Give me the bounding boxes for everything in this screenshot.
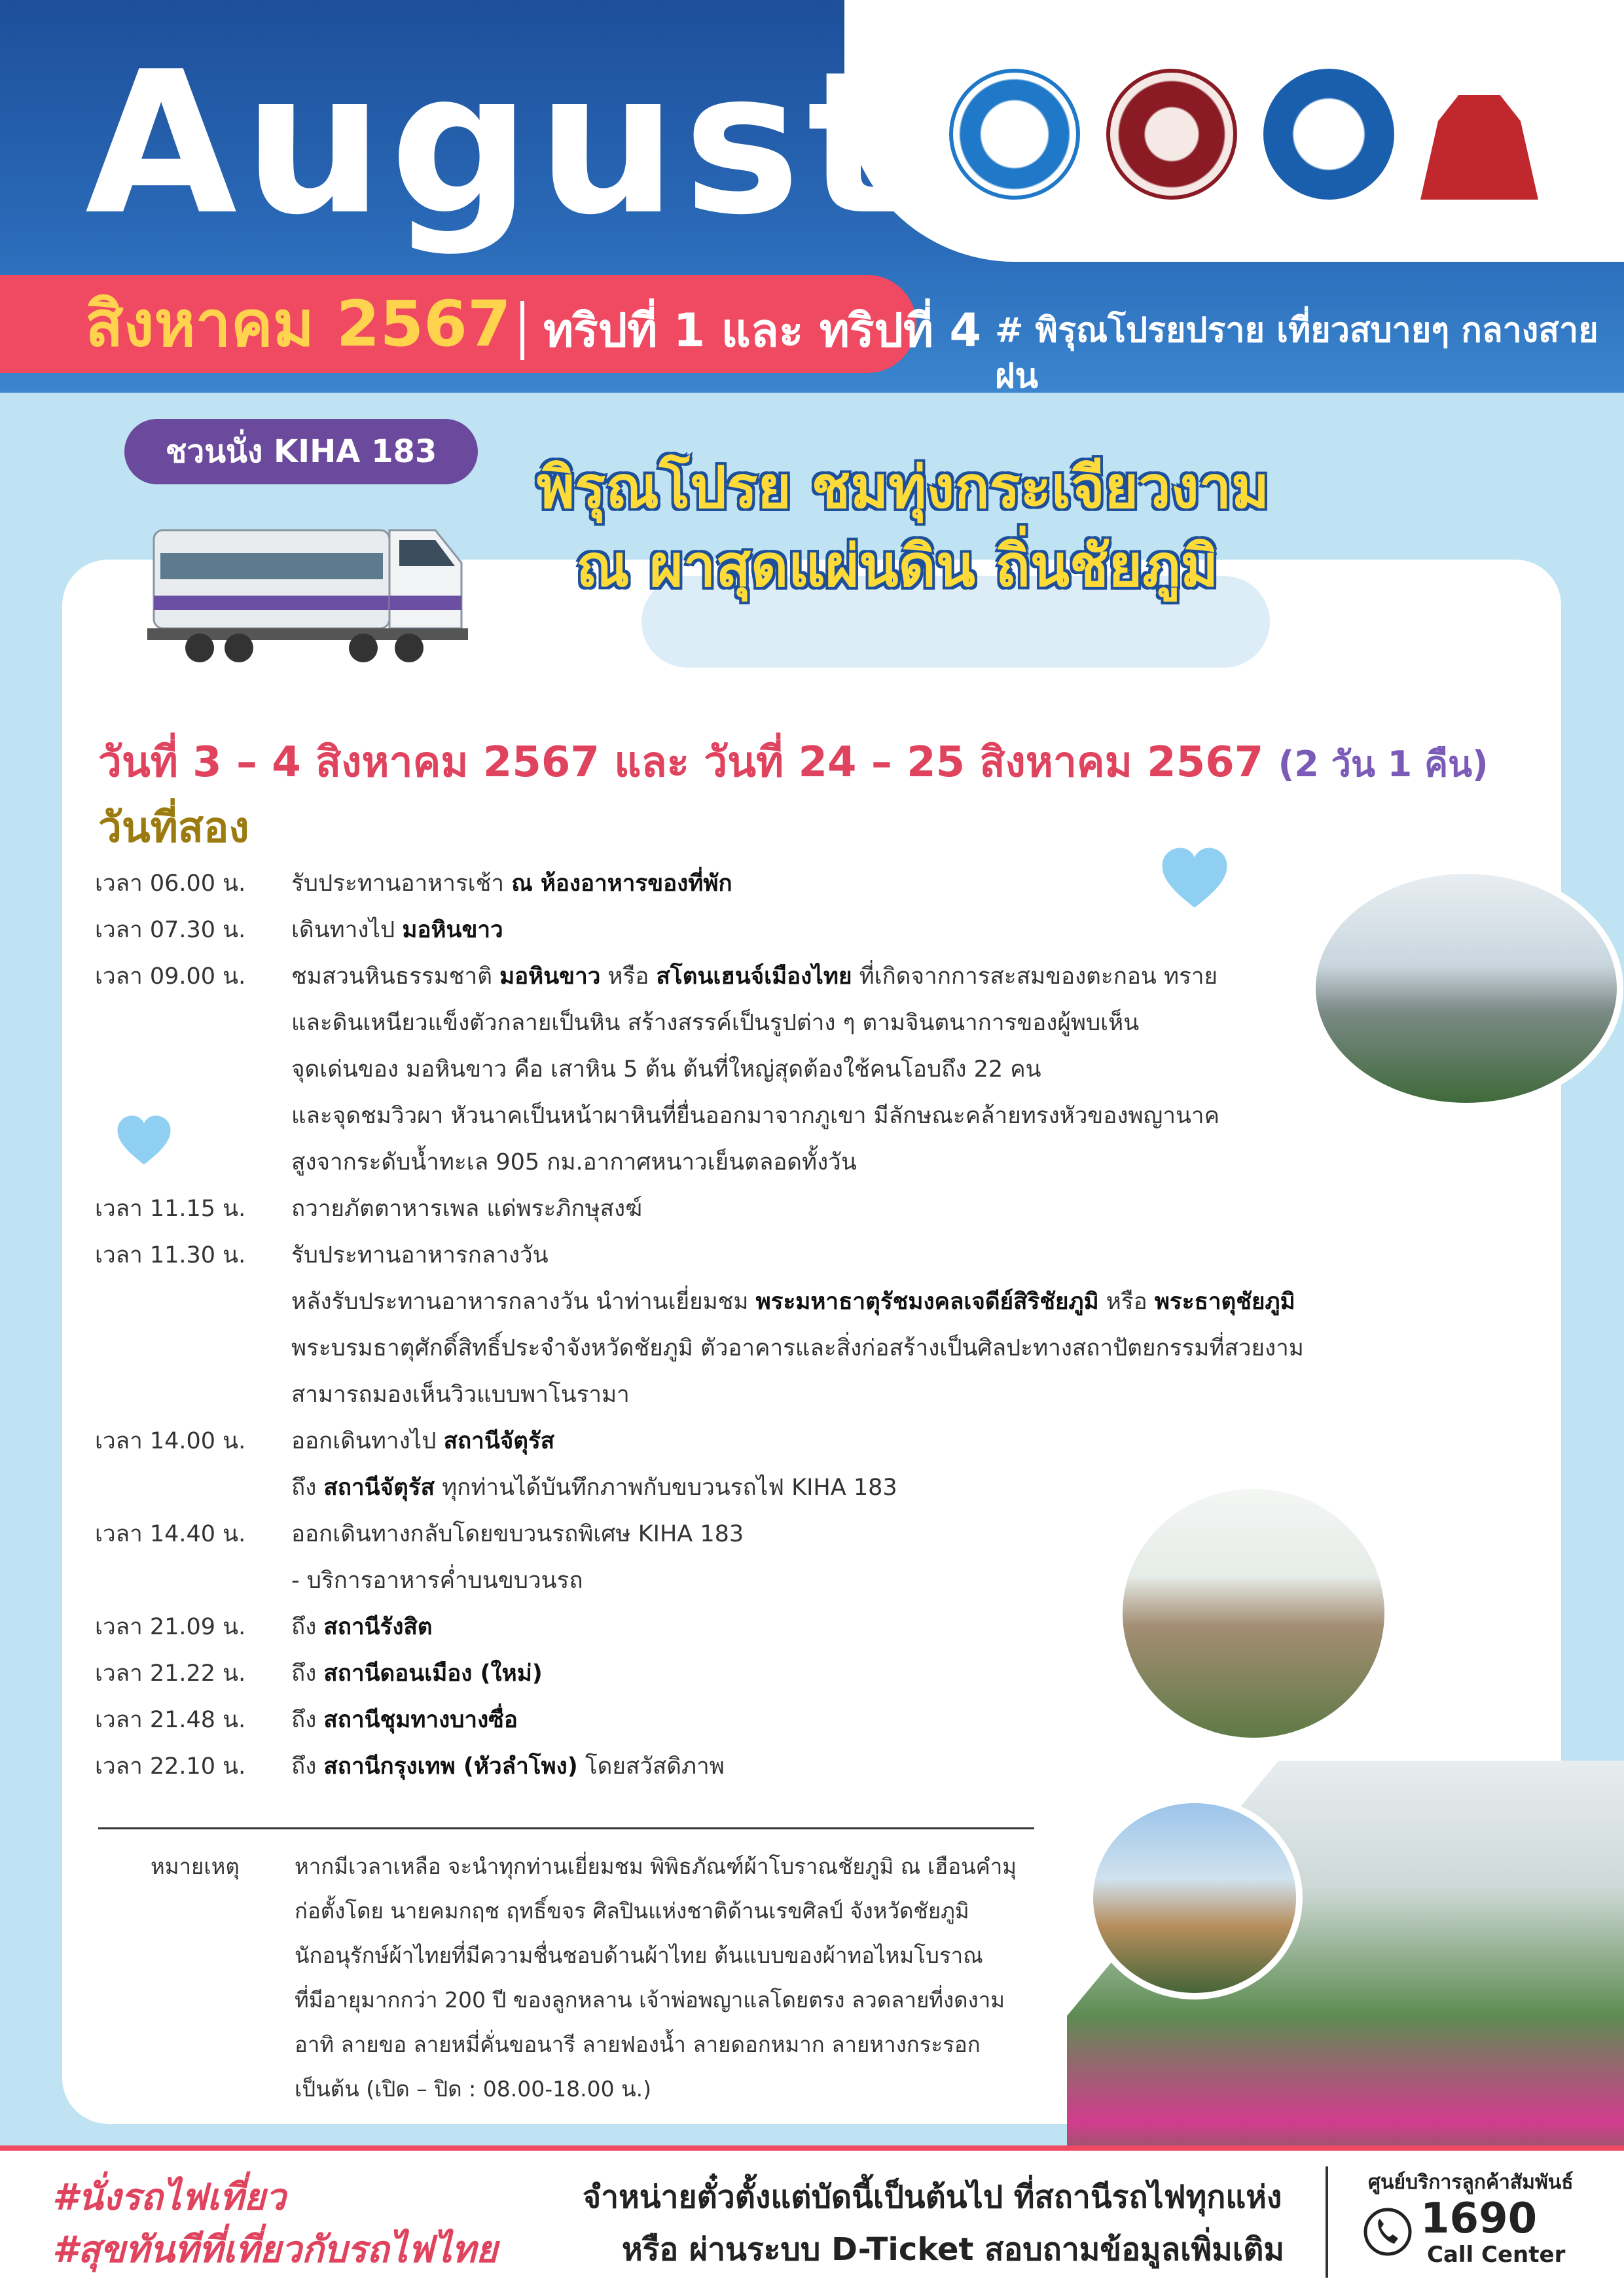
note-label — [151, 1978, 295, 2022]
schedule-detail — [291, 1372, 1339, 1418]
stone-pillar-photo — [1116, 1482, 1391, 1744]
schedule-row — [95, 1047, 1339, 1093]
day-heading: วันที่สอง — [98, 804, 249, 852]
trip-dates — [98, 733, 1489, 794]
callcenter-label: ศูนย์บริการลูกค้าสัมพันธ์ — [1368, 2171, 1574, 2194]
schedule-highlight: สถานีดอนเมือง (ใหม่) — [323, 1660, 543, 1687]
cliff-viewpoint-photo — [1309, 867, 1623, 1109]
schedule-row — [95, 907, 1339, 954]
schedule-detail — [291, 1325, 1339, 1372]
schedule-highlight: มอหินขาว — [499, 963, 601, 990]
header-hashtag: # พิรุณโปรยปราย เที่ยวสบายๆ กลางสายฝน — [995, 311, 1598, 396]
heart-icon — [1159, 844, 1231, 916]
note-row — [151, 2067, 1054, 2111]
schedule-time: เวลา 21.09 น. — [95, 1614, 246, 1640]
note-text: เป็นต้น (เปิด – ปิด : 08.00-18.00 น.) — [295, 2076, 652, 2102]
schedule-highlight: สถานีชุมทางบางซื่อ — [323, 1707, 518, 1733]
provincial-seal-logo — [1106, 69, 1237, 200]
footer-divider — [1326, 2166, 1328, 2278]
note-row — [151, 1889, 1054, 1933]
footer-hashtag-2: #สุขทันทีที่เที่ยวกับรถไฟไทย — [52, 2229, 497, 2271]
schedule-row — [95, 1093, 1339, 1139]
schedule-time: เวลา 06.00 น. — [95, 870, 246, 897]
schedule-row — [95, 1418, 1339, 1465]
note-label — [151, 1933, 295, 1978]
note-text: นักอนุรักษ์ผ้าไทยที่มีความชื่นชอบด้านผ้าไทย ต้นแบบของผ้าทอไหมโบราณ — [295, 1943, 983, 1968]
schedule-text: หลังรับประทานอาหารกลางวัน นำท่านเยี่ยมชม — [291, 1289, 756, 1315]
schedule-detail — [291, 1186, 1339, 1232]
schedule-detail — [291, 1000, 1339, 1047]
schedule-row — [95, 861, 1339, 907]
note-label — [151, 2022, 295, 2067]
note-label: หมายเหตุ — [151, 1854, 240, 1879]
schedule-time — [95, 1372, 291, 1418]
schedule-time — [95, 1558, 291, 1604]
schedule-row — [95, 1325, 1339, 1372]
rock-cliff-photo — [1087, 1797, 1303, 2000]
schedule-detail — [291, 1093, 1339, 1139]
schedule-highlight: สถานีจัตุรัส — [323, 1475, 435, 1501]
schedule-detail — [291, 1139, 1339, 1186]
ticket-sale-line1: จำหน่ายตั๋วตั้งแต่บัดนี้เป็นต้นไป ที่สถานีรถไฟทุกแห่ง — [583, 2179, 1282, 2215]
schedule-time: เวลา 21.22 น. — [95, 1660, 246, 1687]
schedule-detail — [291, 954, 1339, 1000]
schedule-row — [95, 1186, 1339, 1232]
footer-hashtag-1: #นั่งรถไฟเที่ยว — [52, 2176, 286, 2219]
schedule-detail — [291, 1418, 1339, 1465]
schedule-time: เวลา 11.30 น. — [95, 1242, 246, 1268]
schedule-time: เวลา 14.40 น. — [95, 1521, 246, 1547]
schedule-highlight: สโตนเฮนจ์เมืองไทย — [656, 963, 852, 990]
schedule-text: พระบรมธาตุศักดิ์สิทธิ์ประจำจังหวัดชัยภูมิ ตัวอาคารและสิ่งก่อสร้างเป็นศิลปะทางสถาปัตยกรรมที่สวยงาม — [291, 1335, 1304, 1361]
schedule-text: ถึง — [291, 1707, 324, 1733]
schedule-time: เวลา 14.00 น. — [95, 1428, 246, 1454]
schedule-row — [95, 1000, 1339, 1047]
schedule-detail — [291, 1232, 1339, 1279]
trip-duration: (2 วัน 1 คืน) — [1278, 744, 1489, 785]
schedule-time: เวลา 11.15 น. — [95, 1196, 246, 1222]
note-row — [151, 2022, 1054, 2067]
schedule-text: และจุดชมวิวผา หัวนาคเป็นหน้าผาหินที่ยื่นออกมาจากภูเขา มีลักษณะคล้ายทรงหัวของพญานาค — [291, 1103, 1219, 1129]
schedule-row — [95, 1139, 1339, 1186]
schedule-row — [95, 1279, 1339, 1325]
schedule-time: เวลา 09.00 น. — [95, 963, 246, 990]
schedule-text: ออกเดินทางกลับโดยขบวนรถพิเศษ KIHA 183 — [291, 1521, 744, 1547]
phone-icon — [1362, 2206, 1414, 2258]
month-title-en: August — [85, 29, 908, 258]
note-text: หากมีเวลาเหลือ จะนำทุกท่านเยี่ยมชม พิพิธภัณฑ์ผ้าโบราณชัยภูมิ ณ เฮือนคำมุ — [295, 1854, 1017, 1879]
note-row — [151, 1978, 1054, 2022]
schedule-row — [95, 1697, 1339, 1744]
schedule-detail — [291, 1744, 1339, 1790]
schedule-time — [95, 1279, 291, 1325]
schedule-highlight: มอหินขาว — [402, 917, 503, 943]
schedule-detail — [291, 1279, 1339, 1325]
schedule-text: ออกเดินทางไป — [291, 1428, 444, 1454]
heart-icon — [115, 1113, 173, 1172]
callcenter-sub: Call Center — [1427, 2242, 1566, 2268]
trip-dates-text: วันที่ 3 – 4 สิงหาคม 2567 และ วันที่ 24 – 25 สิงหาคม 2567 — [98, 738, 1264, 787]
schedule-text: เดินทางไป — [291, 917, 403, 943]
schedule-highlight: สถานีรังสิต — [323, 1614, 433, 1640]
schedule-text: ถึง — [291, 1753, 324, 1780]
schedule-text: ถึง — [291, 1660, 324, 1687]
schedule-row — [95, 954, 1339, 1000]
schedule-highlight: สถานีกรุงเทพ (หัวลำโพง) — [323, 1753, 578, 1780]
ministry-of-tourism-and-sports-logo — [949, 69, 1080, 200]
schedule-time: เวลา 21.48 น. — [95, 1707, 246, 1733]
schedule-text: ถึง — [291, 1475, 324, 1501]
month-title-th: สิงหาคม 2567 — [85, 287, 511, 361]
callcenter-number: 1690 — [1420, 2195, 1538, 2243]
schedule-row — [95, 1465, 1339, 1511]
schedule-text: รับประทานอาหารเช้า — [291, 870, 512, 897]
schedule-text: จุดเด่นของ มอหินขาว คือ เสาหิน 5 ต้น ต้นที่ใหญ่สุดต้องใช้คนโอบถึง 22 คน — [291, 1056, 1041, 1083]
schedule-row — [95, 1744, 1339, 1790]
schedule-time: เวลา 22.10 น. — [95, 1753, 246, 1780]
schedule-text: หรือ — [1098, 1289, 1155, 1315]
trip-label: ทริปที่ 1 และ ทริปที่ 4 — [543, 304, 982, 357]
schedule-highlight: พระธาตุชัยภูมิ — [1154, 1289, 1295, 1315]
schedule-row — [95, 1372, 1339, 1418]
banner-divider — [520, 301, 524, 360]
trip-title-line2: ณ ผาสุดแผ่นดิน ถิ่นชัยภูมิ — [576, 532, 1219, 600]
schedule-time — [95, 1465, 291, 1511]
schedule-highlight: สถานีจัตุรัส — [443, 1428, 555, 1454]
schedule-highlight: พระมหาธาตุรัชมงคลเจดีย์สิริชัยภูมิ — [755, 1289, 1099, 1315]
schedule-text: และดินเหนียวแข็งตัวกลายเป็นหิน สร้างสรรค์เป็นรูปต่าง ๆ ตามจินตนาการของผู้พบเห็น — [291, 1010, 1140, 1036]
note-row — [151, 1933, 1054, 1978]
train-icon — [147, 504, 475, 674]
note-label — [151, 1889, 295, 1933]
note-block — [151, 1844, 1054, 2111]
note-divider — [98, 1827, 1034, 1829]
schedule-text: ถึง — [291, 1614, 324, 1640]
schedule-text: ถวายภัตตาหารเพล แด่พระภิกษุสงฆ์ — [291, 1196, 643, 1222]
note-row — [151, 1844, 1054, 1889]
note-text: ก่อตั้งโดย นายคมกฤช ฤทธิ์ขจร ศิลปินแห่งชาติด้านเรขศิลป์ จังหวัดชัยภูมิ — [295, 1898, 969, 1924]
ticket-sale-line2: หรือ ผ่านระบบ D-Ticket สอบถามข้อมูลเพิ่มเติม — [622, 2231, 1285, 2268]
schedule-time — [95, 1325, 291, 1372]
tourism-authority-of-thailand-logo — [1263, 69, 1394, 200]
schedule-text: หรือ — [600, 963, 657, 990]
trip-title-line1: พิรุณโปรย ชมทุ่งกระเจียวงาม — [537, 454, 1270, 521]
schedule-row — [95, 1232, 1339, 1279]
kiha-badge: ชวนนั่ง KIHA 183 — [124, 419, 478, 484]
schedule-time — [95, 1047, 291, 1093]
schedule-time: เวลา 07.30 น. — [95, 917, 246, 943]
schedule-detail — [291, 1047, 1339, 1093]
schedule-text: รับประทานอาหารกลางวัน — [291, 1242, 549, 1268]
schedule-text: โดยสวัสดิภาพ — [577, 1753, 725, 1780]
schedule-text: ที่เกิดจากการสะสมของตะกอน ทราย — [852, 963, 1218, 990]
schedule-time — [95, 1000, 291, 1047]
schedule-highlight: ณ ห้องอาหารของที่พัก — [511, 870, 732, 897]
schedule-text: สูงจากระดับน้ำทะเล 905 กม.อากาศหนาวเย็นตลอดทั้งวัน — [291, 1149, 857, 1175]
schedule-text: - บริการอาหารค่ำบนขบวนรถ — [291, 1568, 583, 1594]
note-text: ที่มีอายุมากกว่า 200 ปี ของลูกหลาน เจ้าพ่อพญาแลโดยตรง ลวดลายที่งดงาม — [295, 1987, 1005, 2013]
note-label — [151, 2067, 295, 2111]
schedule-text: ชมสวนหินธรรมชาติ — [291, 963, 500, 990]
schedule-text: ทุกท่านได้บันทึกภาพกับขบวนรถไฟ KIHA 183 — [434, 1475, 897, 1501]
schedule-text: สามารถมองเห็นวิวแบบพาโนรามา — [291, 1382, 630, 1408]
note-text: อาทิ ลายขอ ลายหมี่คั่นขอนารี ลายฟองน้ำ ลายดอกหมาก ลายหางกระรอก — [295, 2032, 981, 2057]
